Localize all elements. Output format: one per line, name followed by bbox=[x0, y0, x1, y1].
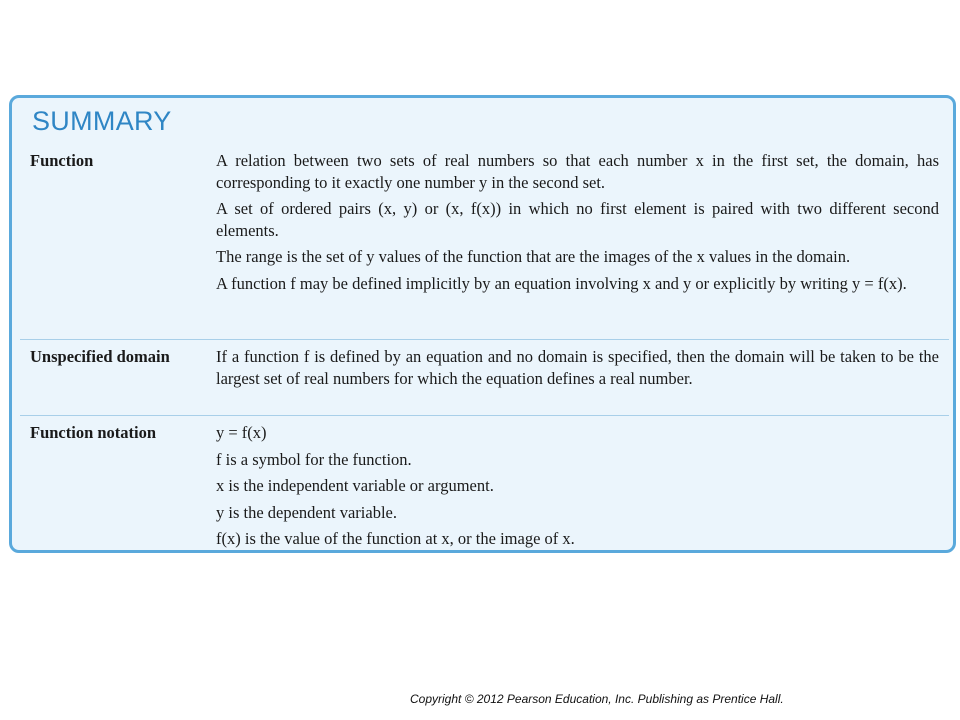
definition-text: A set of ordered pairs (x, y) or (x, f(x)) in which no first element is paired with two different second elements. bbox=[216, 199, 939, 240]
copyright-notice: Copyright © 2012 Pearson Education, Inc. Publishing as Prentice Hall. bbox=[410, 692, 784, 706]
definition-text: f is a symbol for the function. bbox=[216, 449, 412, 469]
definition-text: If a function f is defined by an equation and no domain is specified, then the domain will be taken to be the largest set of real numbers for which the equation defines a real number. bbox=[216, 347, 939, 388]
definition-text: The range is the set of y values of the function that are the images of the x values in the domain. bbox=[216, 247, 851, 266]
definition-list bbox=[216, 346, 939, 394]
definition-list bbox=[216, 150, 939, 299]
definition-list bbox=[216, 422, 939, 555]
term-label: Unspecified domain bbox=[30, 347, 170, 366]
definition-text: f(x) is the value of the function at x, or the image of x. bbox=[216, 529, 575, 548]
row-divider bbox=[20, 415, 949, 416]
term-label: Function bbox=[30, 151, 94, 170]
definition-text: y = f(x) bbox=[216, 423, 267, 442]
definition-text: x is the independent variable or argument. bbox=[216, 476, 494, 495]
definition-text: y is the dependent variable. bbox=[216, 502, 397, 522]
definition-text: A relation between two sets of real numbers so that each number x in the first set, the domain, has corresponding to it exactly one number y in the second set. bbox=[216, 151, 939, 192]
summary-box bbox=[9, 95, 956, 553]
summary-title: SUMMARY bbox=[32, 106, 172, 136]
definition-text: A function f may be defined implicitly by an equation involving x and y or explicitly by writing y = f(x). bbox=[216, 273, 907, 293]
term-label: Function notation bbox=[30, 423, 157, 442]
row-divider bbox=[20, 339, 949, 340]
